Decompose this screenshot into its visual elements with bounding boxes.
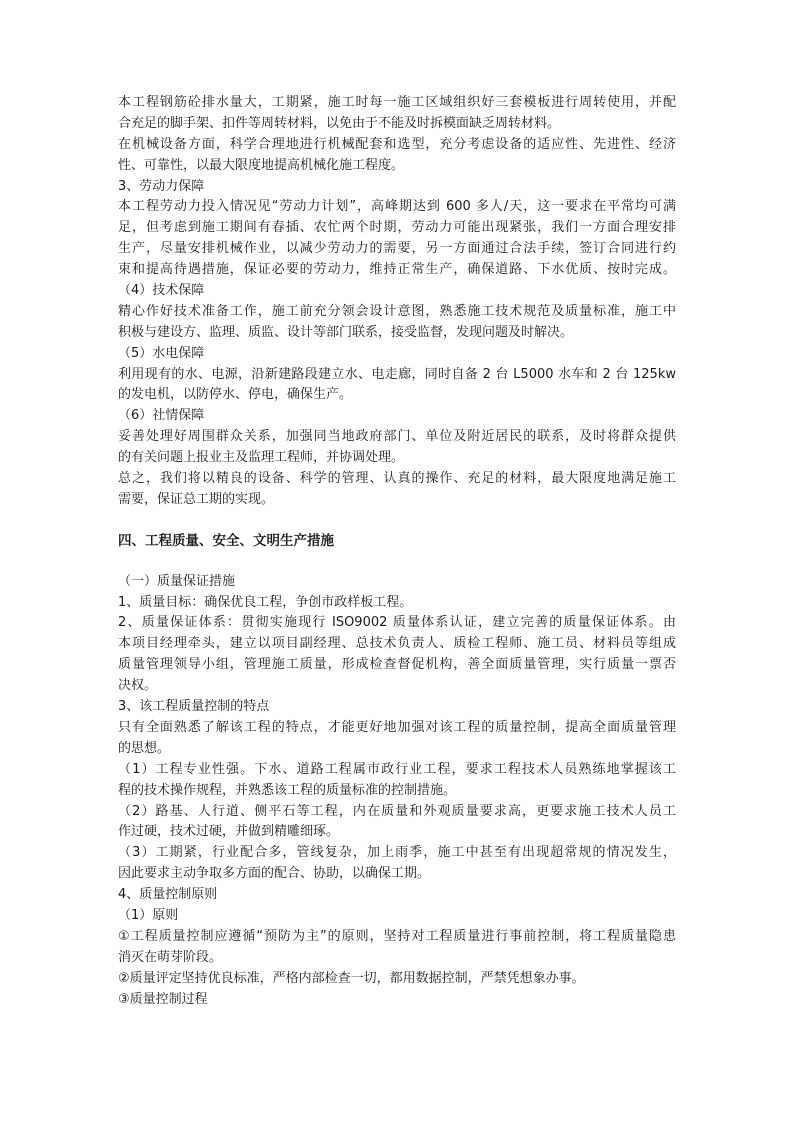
text-line: 本项目经理牵头，建立以项目副经理、总技术负责人、质检工程师、施工员、材料员等组成 [118,636,676,652]
text-line: 的有关问题上报业主及监理工程师，并协调处理。 [118,450,405,466]
text-line: ③质量控制过程 [118,991,208,1007]
text-line: 的思想。 [118,740,171,756]
text-line: 决权。 [118,678,158,694]
text-line: 消灭在萌芽阶段。 [118,949,223,965]
text-line: （1）工程专业性强。下水、道路工程属市政行业工程，要求工程技术人员熟练地掌握该工 [118,761,676,777]
subheading-tech: （4）技术保障 [118,283,205,299]
section-a [118,93,676,511]
text-line: 性、可靠性，以最大限度地提高机械化施工程度。 [118,157,405,173]
subheading-community: （6）社情保障 [118,408,205,424]
text-line: 在机械设备方面，科学合理地进行机械配套和选型，充分考虑设备的适应性、先进性、经济 [118,136,676,152]
text-line: 作过硬，技术过硬，并做到精雕细琢。 [118,824,340,840]
text-line: 质量管理领导小组，管理施工质量，形成检查督促机构，善全面质量管理，实行质量一票否 [118,657,676,673]
subheading-principle: （1）原则 [118,907,179,923]
text-line: 总之，我们将以精良的设备、科学的管理、认真的操作、充足的材料，最大限度地满足施工 [118,471,676,487]
text-line: 合充足的脚手架、扣件等周转材料，以免由于不能及时拆模面缺乏周转材料。 [118,115,561,131]
document-page [118,93,676,1010]
text-line: 需要，保证总工期的实现。 [118,491,275,507]
text-line: 妥善处理好周围群众关系，加强同当地政府部门、单位及附近居民的联系，及时将群众提供 [118,429,676,445]
subheading-principles: 4、质量控制原则 [118,887,218,903]
subheading-characteristics: 3、该工程质量控制的特点 [118,699,270,715]
text-line: 本工程钢筋砼排水量大，工期紧，施工时每一施工区域组织好三套模板进行周转使用，并配 [118,95,676,110]
text-line: （2）路基、人行道、侧平石等工程，内在质量和外观质量要求高，更要求施工技术人员工 [118,803,676,819]
text-line: 束和提高待遇措施，保证必要的劳动力，维持正常生产，确保道路、下水优质、按时完成。 [118,262,676,278]
subheading-utilities: （5）水电保障 [118,345,205,361]
text-line: 生产，尽量安排机械作业，以减少劳动力的需要，另一方面通过合法手续，签订合同进行约 [118,241,676,257]
text-line: ①工程质量控制应遵循“预防为主”的原则，坚持对工程质量进行事前控制，将工程质量隐患 [118,928,676,944]
text-line: 只有全面熟悉了解该工程的特点，才能更好地加强对该工程的质量控制，提高全面质量管理 [118,719,676,735]
section-heading: 四、工程质量、安全、文明生产措施 [118,532,334,549]
text-line: （3）工期紧，行业配合多，管线复杂，加上雨季，施工中甚至有出现超常规的情况发生， [118,845,676,861]
text-line: 2、质量保证体系：贯彻实施现行 ISO9002 质量体系认证，建立完善的质量保证体系。由 [118,615,676,631]
subheading-labor: 3、劳动力保障 [118,178,205,194]
text-line: 本工程劳动力投入情况见“劳动力计划”，高峰期达到 600 多人/天，这一要求在平常均可满 [118,199,676,215]
section-b [118,572,676,1011]
text-line: 因此要求主动争取多方面的配合、协助，以确保工期。 [118,866,431,882]
text-line: 的发电机，以防停水、停电，确保生产。 [118,387,353,403]
subheading-quality-measures: （一）质量保证措施 [118,573,236,589]
text-line: 1、质量目标：确保优良工程，争创市政样板工程。 [118,594,413,610]
text-line: 足，但考虑到施工期间有春插、农忙两个时期，劳动力可能出现紧张，我们一方面合理安排 [118,220,676,236]
text-line: ②质量评定坚持优良标准，严格内部检查一切，都用数据控制，严禁凭想象办事。 [118,970,585,986]
text-line: 积极与建设方、监理、质监、设计等部门联系，接受监督，发现问题及时解决。 [118,324,574,340]
text-line: 程的技术操作规程，并熟悉该工程的质量标准的控制措施。 [118,782,457,798]
text-line: 利用现有的水、电源，沿新建路段建立水、电走廊，同时自备 2 台 L5000 水车和 2 台 125kw [118,366,676,382]
text-line: 精心作好技术准备工作，施工前充分领会设计意图，熟悉施工技术规范及质量标准，施工中 [118,303,676,319]
